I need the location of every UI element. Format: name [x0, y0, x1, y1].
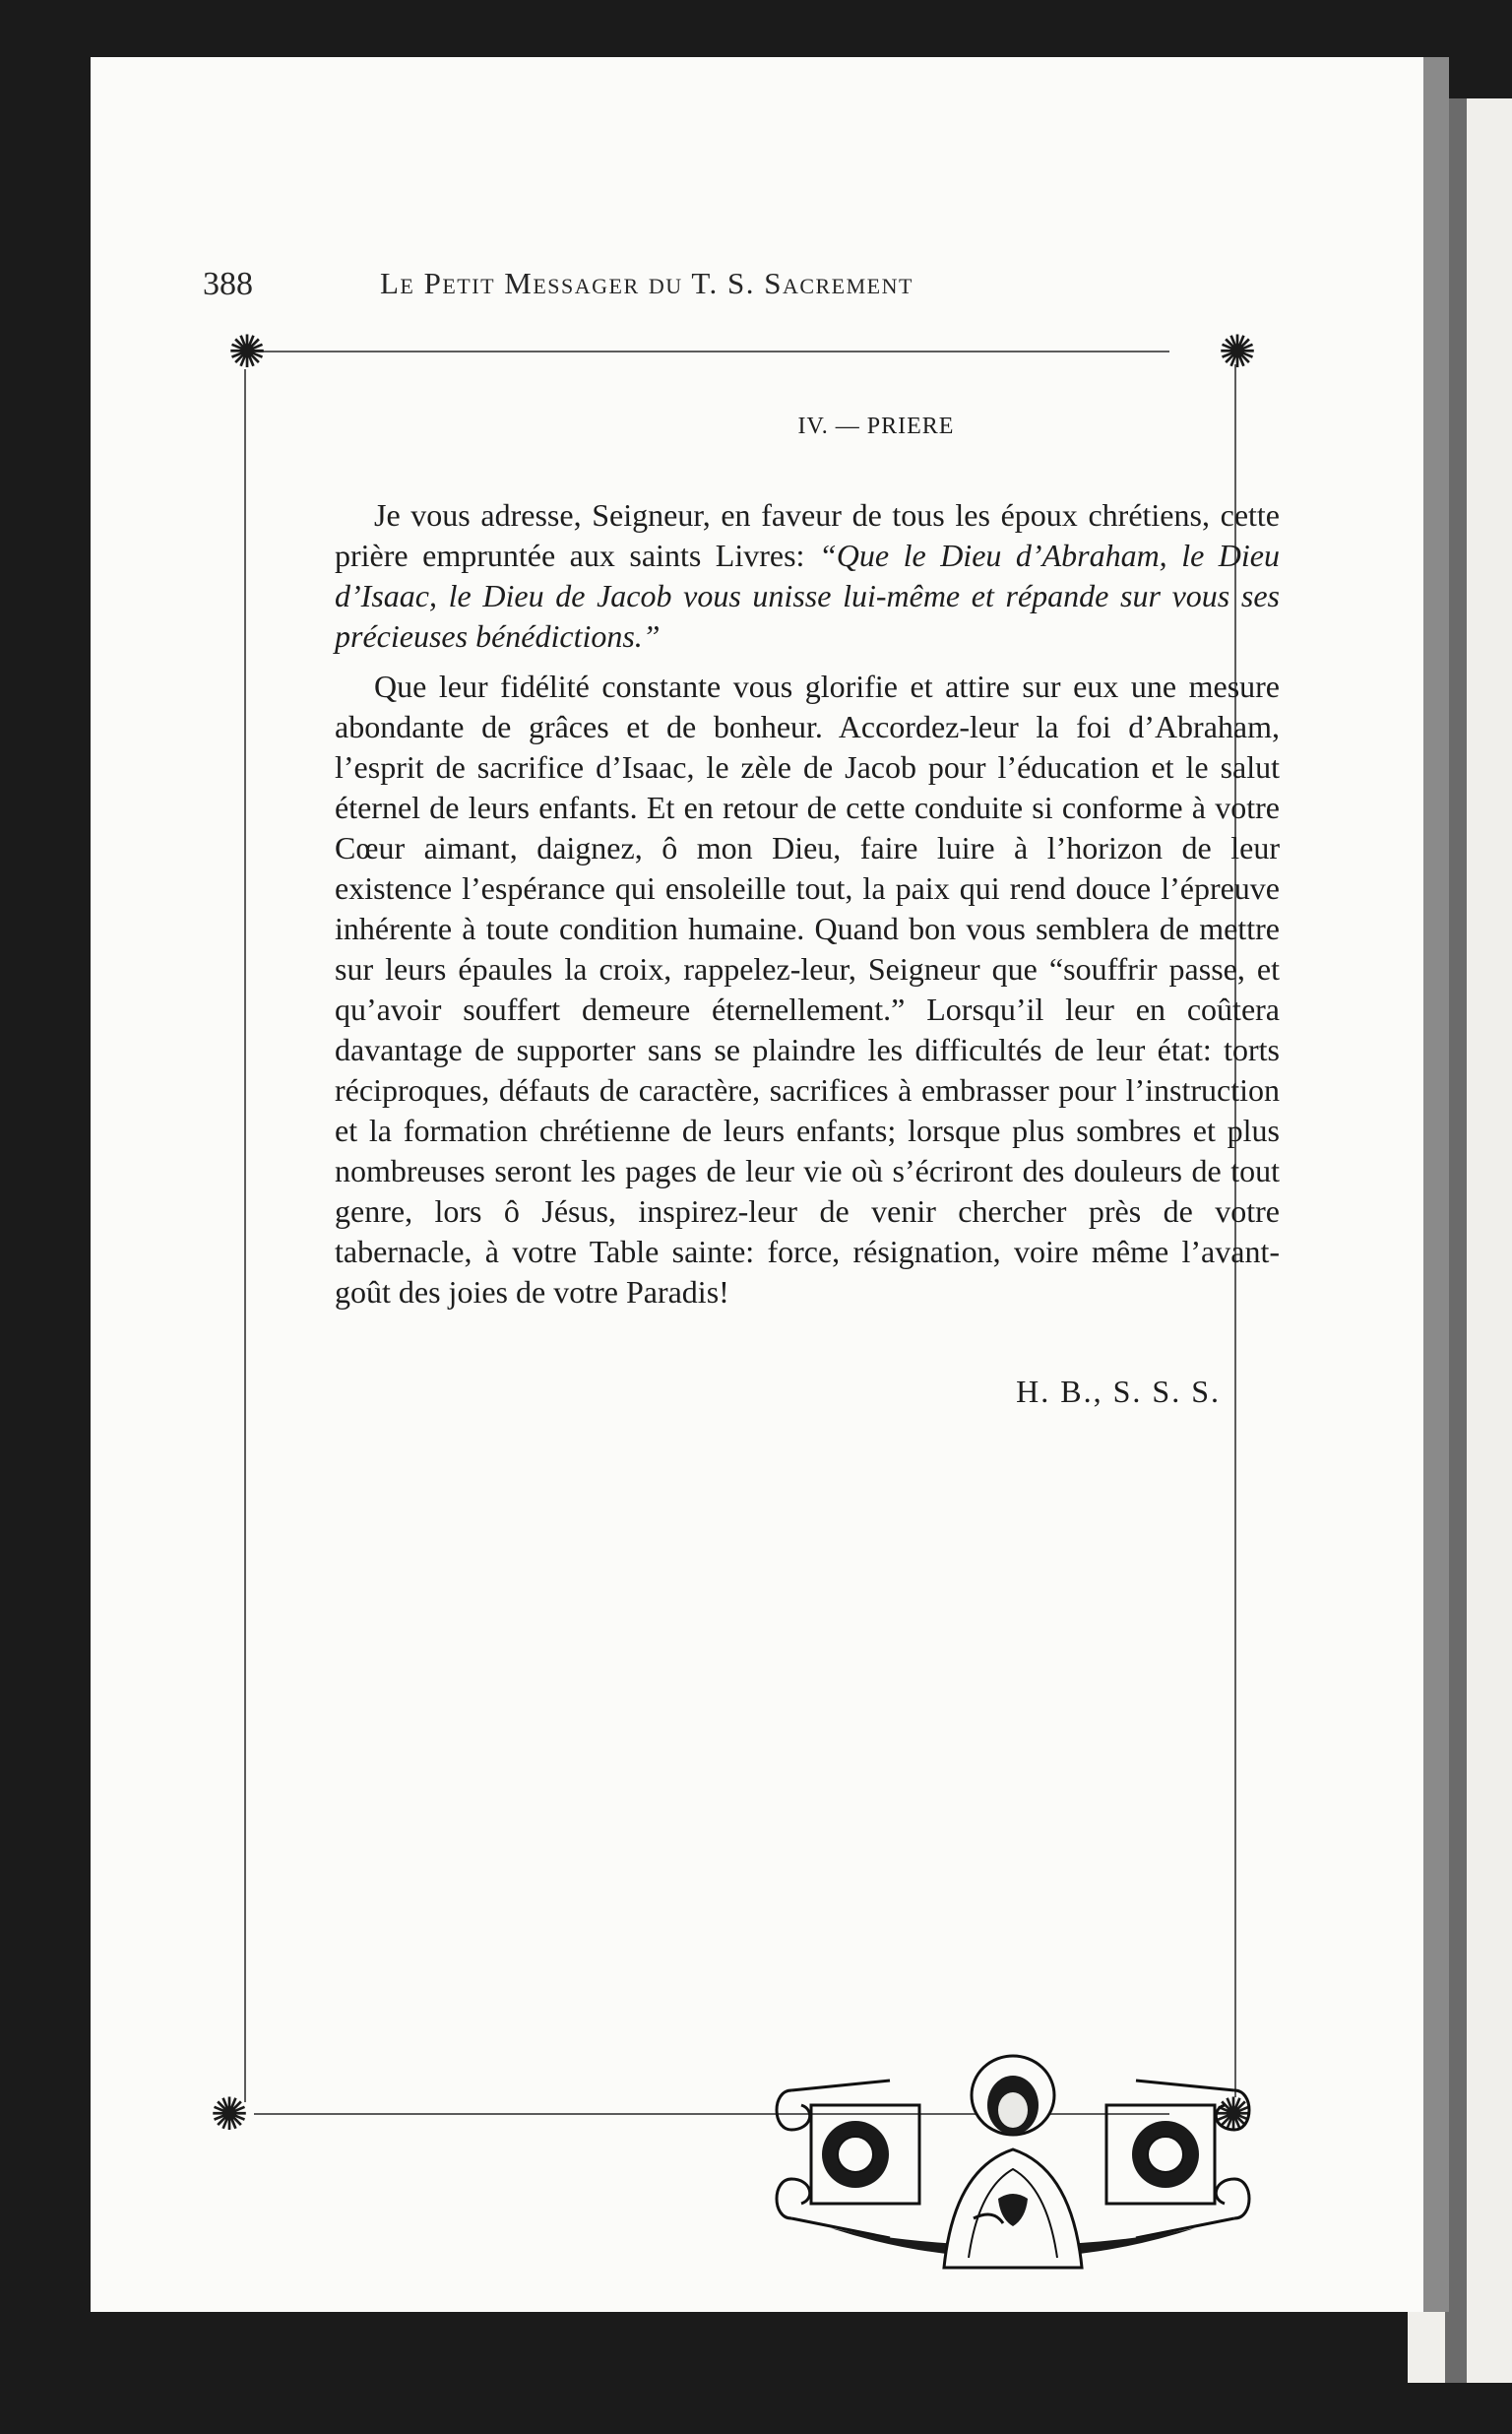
section-title: IV. — PRIERE [797, 414, 955, 439]
corner-ornament-top-left-icon: ✺ [227, 327, 267, 377]
article-body [335, 414, 1280, 1410]
author-signature: H. B., S. S. S. [1016, 1374, 1221, 1409]
running-title: Le Petit Messager du T. S. Sacrement [380, 266, 914, 300]
corner-ornament-bottom-left-icon: ✺ [210, 2089, 249, 2140]
paragraph-prayer: Que leur fidélité constante vous glorifie et attire sur eux une mesure abondante de grâces et de bonheur. Accordez-leur la foi d’Abraham, l’esprit de sacrifice d’Isaac, le zèle de Jacob pour l’éducation et le salut éternel de leurs enfants. Et en retour de cette conduite si conforme à votre Cœur aimant, daignez, ô mon Dieu, faire luire à l’horizon de leur existence l’espérance qui ensoleille tout, la paix qui rend douce l’épreuve inhérente à toute condition humaine. Quand bon vous semblera de mettre sur leurs épaules la croix, rappelez-leur, Seigneur que “souffrir passe, et qu’avoir souffert demeure éternellement.” Lorsqu’il leur en coûtera davantage de supporter sans se plaindre les difficultés de leur état: torts réciproques, défauts de caractère, sacrifices à embrasser pour l’instruction et la formation chrétienne de leurs enfants; lorsque plus sombres et plus nombreuses seront les pages de leur vie où s’écriront des douleurs de tout genre, lors ô Jésus, inspirez-leur de venir chercher près de votre tabernacle, à votre Table sainte: force, résignation, voire même l’avant-goût des joies de votre Paradis! [335, 669, 1280, 1310]
paragraph-opening [335, 495, 1280, 657]
paragraph-opening-text: Je vous adresse, Seigneur, en faveur de tous les époux chrétiens, cette prière empruntée aux saints Livres: [335, 497, 1280, 573]
corner-ornament-bottom-right-icon: ✺ [1214, 2089, 1253, 2140]
page-number: 388 [203, 266, 253, 302]
frame-left-rule [244, 369, 246, 2102]
corner-ornament-top-right-icon: ✺ [1218, 327, 1257, 377]
sacred-heart-vignette-icon [772, 2051, 1254, 2277]
scripture-quote: “Que le Dieu d’Abraham, le Dieu d’Isaac, le Dieu de Jacob vous unisse lui-même et répande sur vous ses précieuses bénédictions.” [335, 538, 1281, 654]
frame-top-rule [254, 351, 1169, 352]
